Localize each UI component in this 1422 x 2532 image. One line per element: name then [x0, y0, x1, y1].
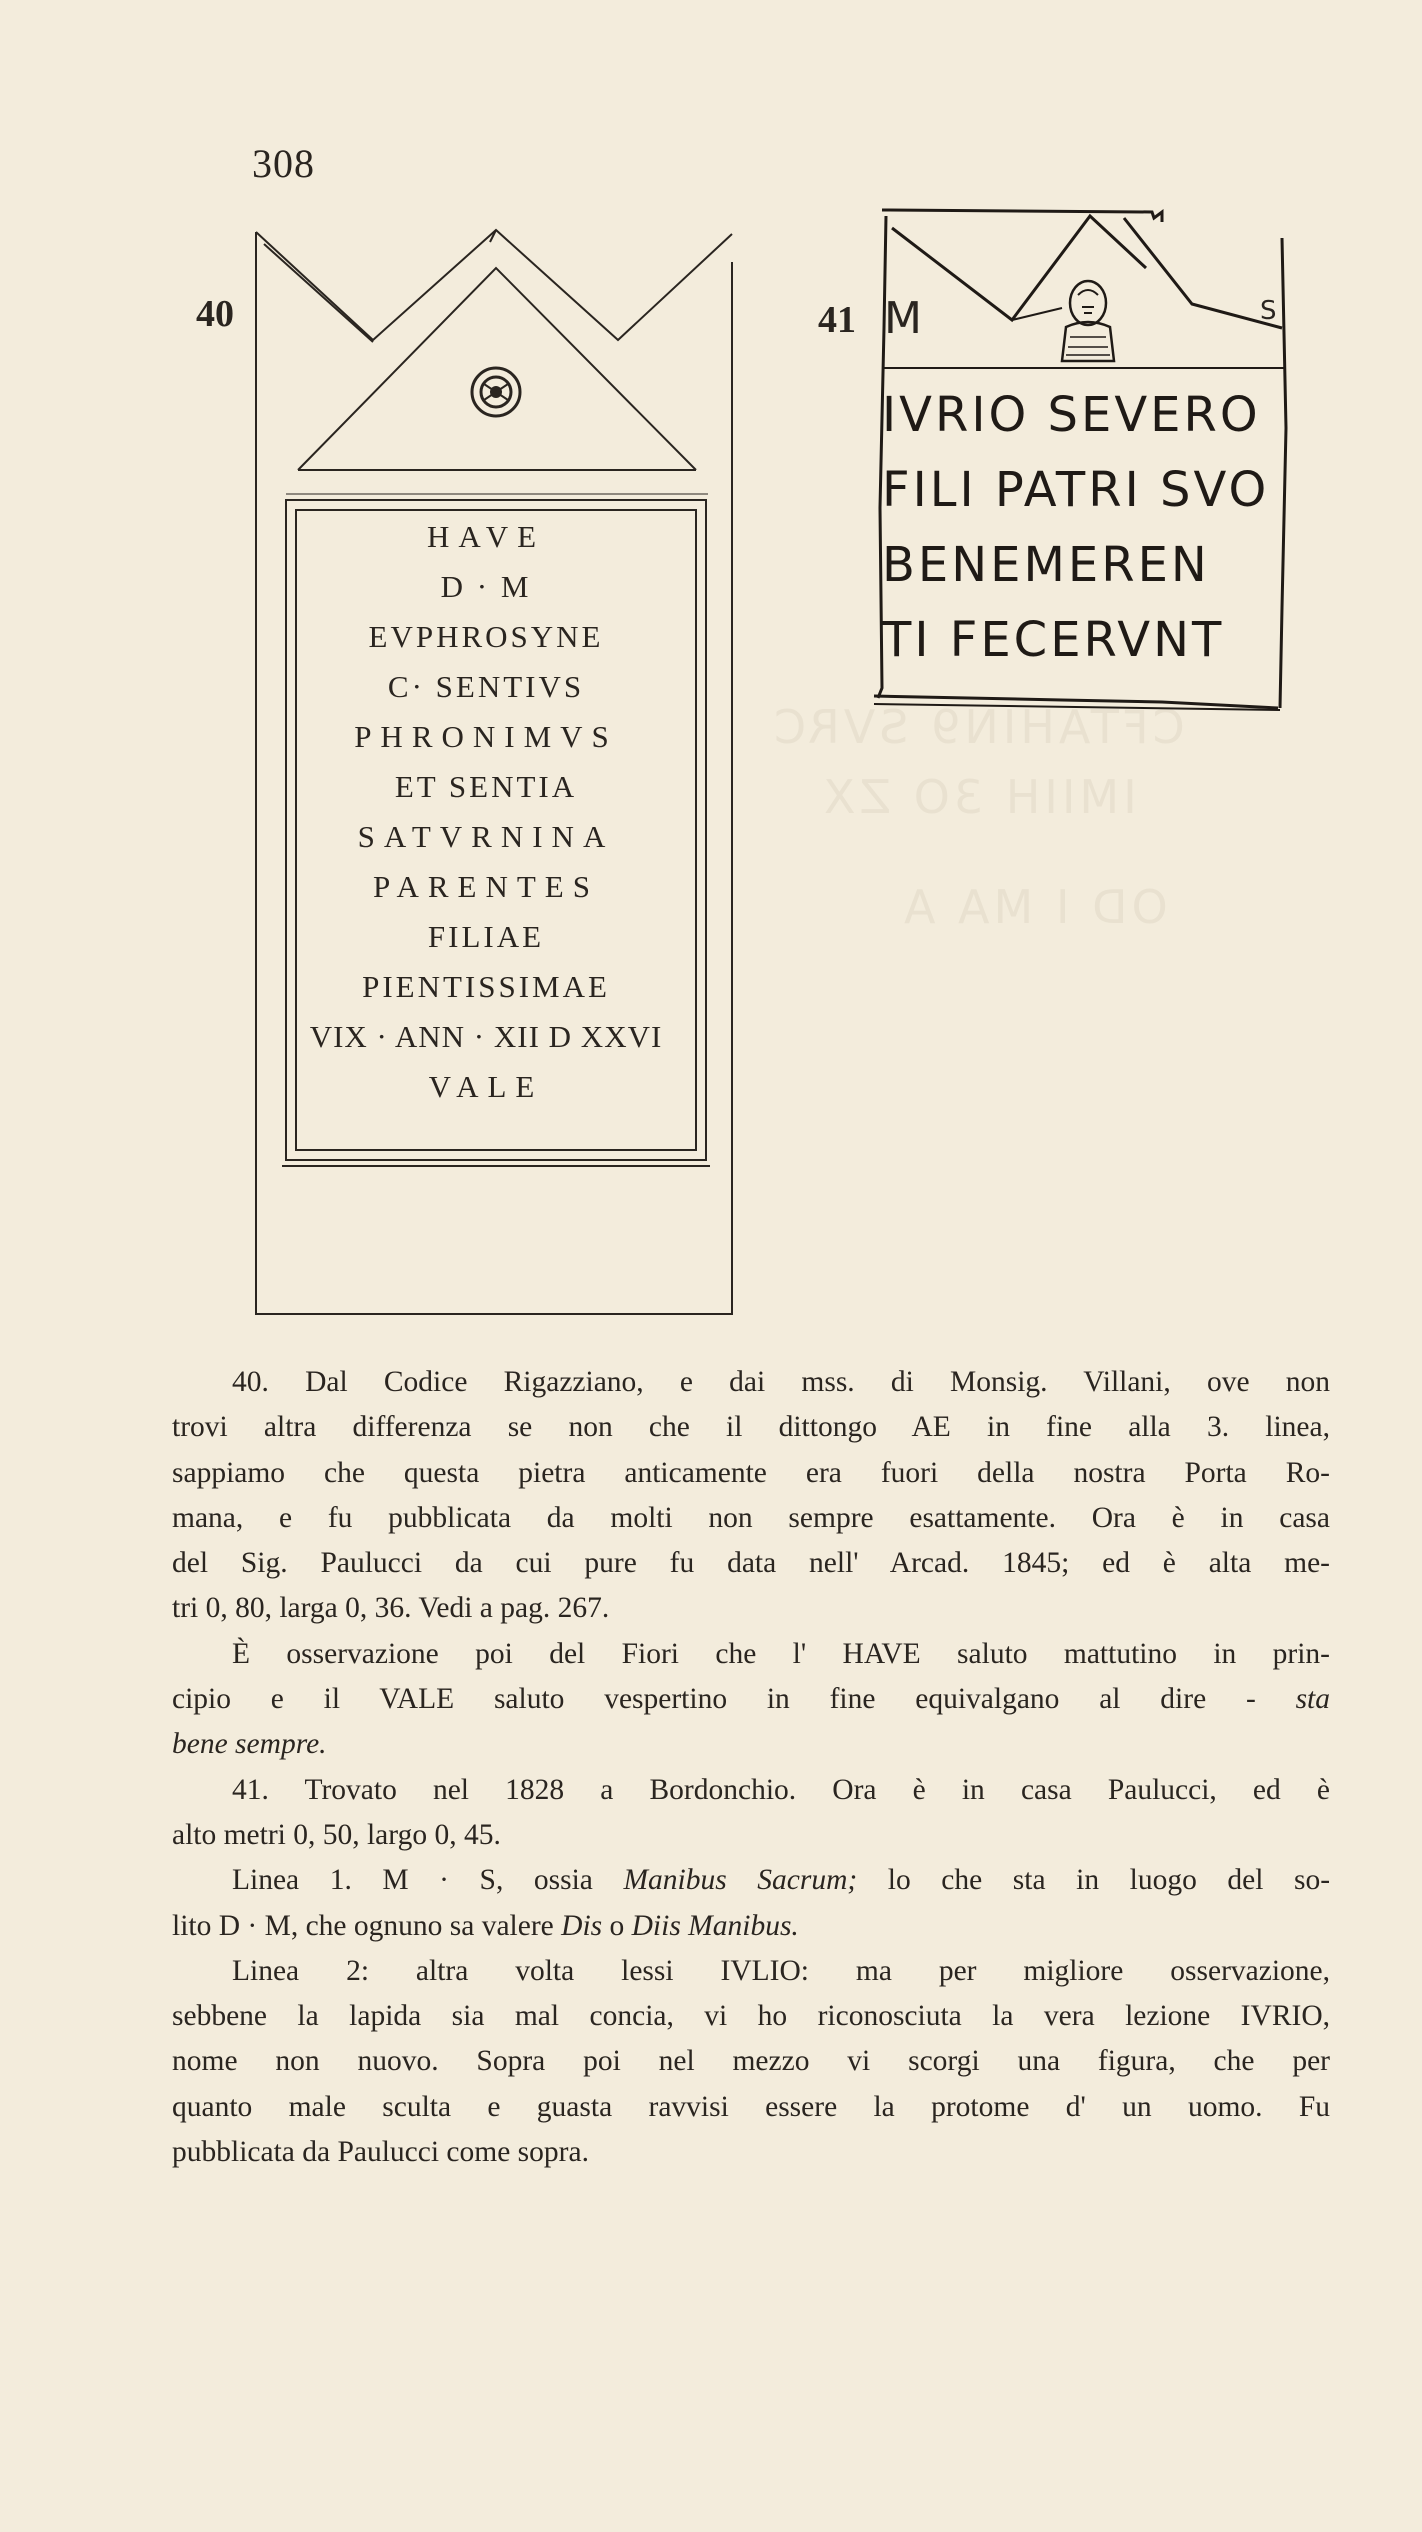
bleed-through-text: IMIIH 3O ZX — [820, 770, 1137, 824]
page-number: 308 — [252, 141, 315, 186]
text-line: quanto male sculta e guasta ravvisi essere la protome d' un uomo. Fu — [172, 2090, 1330, 2123]
text-span: cipio e il VALE saluto vespertino in fine equivalgano al dire - — [172, 1683, 1256, 1716]
text-line — [172, 1677, 1330, 1722]
inscription-line: C· SENTIVS — [387, 669, 585, 704]
text-span: o — [609, 1909, 625, 1942]
inscription-line: FILI PATRI SVO — [882, 462, 1270, 518]
figure-40-stele — [238, 222, 734, 1318]
text-line: nome non nuovo. Sopra poi nel mezzo vi scorgi una figura, che per — [172, 2045, 1330, 2078]
text-line: trovi altra differenza se non che il dittongo AE in fine alla 3. linea, — [172, 1411, 1330, 1444]
text-line: tri 0, 80, larga 0, 36. Vedi a pag. 267. — [172, 1592, 610, 1625]
inscription-line: PIENTISSIMAE — [362, 969, 610, 1004]
text-line: È osservazione poi del Fiori che l' HAVE saluto mattutino in prin- — [232, 1637, 1330, 1670]
inscription-line: SATVRNINA — [357, 819, 615, 854]
inscription-40 — [292, 512, 680, 1112]
text-line: del Sig. Paulucci da cui pure fu data nell' Arcad. 1845; ed è alta me- — [172, 1547, 1330, 1580]
text-span: lito D · M, che ognuno sa valere — [172, 1909, 554, 1942]
inscription-line: VALE — [428, 1069, 544, 1104]
text-line: Linea 2: altra volta lessi IVLIO: ma per migliore osservazione, — [232, 1954, 1330, 1987]
text-span: Linea 1. M · S, ossia — [232, 1864, 593, 1897]
text-line — [172, 1722, 1330, 1767]
letter-s: S — [1260, 296, 1277, 326]
text-line: alto metri 0, 50, largo 0, 45. — [172, 1818, 501, 1851]
text-line — [172, 1904, 1330, 1949]
text-line: pubblicata da Paulucci come sopra. — [172, 2136, 589, 2169]
italic-text: Dis — [561, 1909, 603, 1942]
text-line — [172, 1858, 1330, 1903]
text-line: 40. Dal Codice Rigazziano, e dai mss. di Monsig. Villani, ove non — [232, 1366, 1330, 1398]
letter-m: M — [884, 293, 922, 344]
figure-41-stele — [862, 208, 1294, 714]
inscription-line: ET SENTIA — [394, 769, 578, 804]
text-span: lo che sta in luogo del so- — [887, 1864, 1331, 1897]
inscription-line: D · M — [440, 569, 532, 604]
commentary-text — [172, 1360, 1330, 2175]
text-line: sappiamo che questa pietra anticamente era fuori della nostra Porta Ro- — [172, 1456, 1330, 1489]
inscription-line: HAVE — [426, 519, 546, 554]
text-line: mana, e fu pubblicata da molti non sempre esattamente. Ora è in casa — [172, 1501, 1330, 1534]
figure-41-number: 41 — [818, 299, 856, 341]
portrait-bust-icon — [1062, 281, 1114, 361]
rosette-icon — [472, 368, 520, 416]
italic-text: sta — [1295, 1683, 1331, 1716]
inscription-line: VIX · ANN · XII D XXVI — [309, 1019, 663, 1054]
bleed-through-text: OD I MA A — [900, 880, 1168, 934]
italic-text: bene sempre. — [172, 1728, 327, 1761]
figure-40-number: 40 — [196, 293, 234, 335]
bleed-through-text: CFTAHIN9 SVRC — [770, 700, 1185, 754]
italic-text: Manibus Sacrum; — [623, 1864, 858, 1897]
italic-text: Diis Manibus. — [631, 1909, 799, 1942]
inscription-line: TI FECERVNT — [882, 612, 1225, 668]
inscription-41 — [882, 378, 1282, 678]
text-line: sebbene la lapida sia mal concia, vi ho riconosciuta la vera lezione IVRIO, — [172, 2000, 1330, 2033]
inscription-line: IVRIO SEVERO — [882, 387, 1261, 443]
inscription-line: EVPHROSYNE — [368, 619, 604, 654]
inscription-line: BENEMEREN — [882, 537, 1210, 593]
text-line: 41. Trovato nel 1828 a Bordonchio. Ora è in casa Paulucci, ed è — [232, 1773, 1330, 1806]
inscription-line: PARENTES — [373, 869, 599, 904]
inscription-line: PHRONIMVS — [354, 719, 618, 754]
inscription-line: FILIAE — [427, 919, 545, 954]
